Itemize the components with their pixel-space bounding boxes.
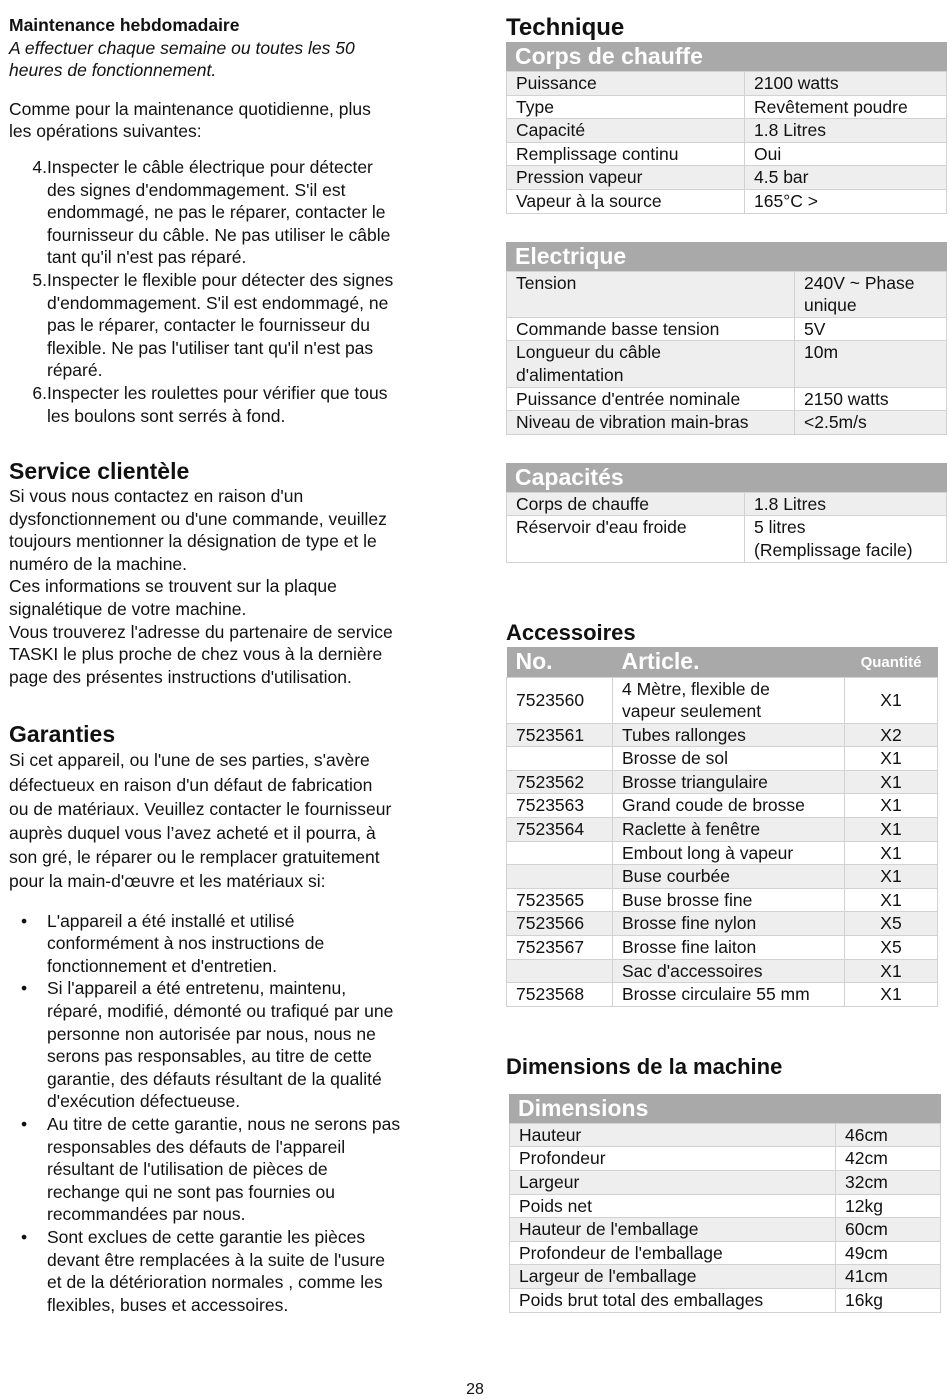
accessory-row xyxy=(507,841,938,865)
spec-value: 46cm xyxy=(836,1123,941,1147)
spec-label: Profondeur de l'emballage xyxy=(510,1241,836,1265)
bullet-text-line: L'appareil a été installé et utilisé xyxy=(47,910,295,931)
heater-spec-table xyxy=(506,71,947,214)
guarantee-bullet-item xyxy=(9,1113,449,1226)
electrical-spec-row xyxy=(507,387,947,411)
customer-service-line: numéro de la machine. xyxy=(9,553,188,574)
bullet-text-line: rechange qui ne sont pas fournies ou xyxy=(47,1181,335,1202)
spec-value xyxy=(795,341,947,387)
spec-value: 60cm xyxy=(836,1218,941,1242)
accessory-quantity: X1 xyxy=(845,841,938,865)
spec-value: Revêtement poudre xyxy=(745,95,947,119)
spec-value xyxy=(795,317,947,341)
accessory-number: 7523566 xyxy=(507,912,613,936)
spec-label-line: Niveau de vibration main-bras xyxy=(516,412,749,433)
accessory-number: 7523562 xyxy=(507,770,613,794)
accessory-number: 7523563 xyxy=(507,794,613,818)
spec-value xyxy=(795,387,947,411)
spec-label: Poids brut total des emballages xyxy=(510,1288,836,1312)
spec-value: Oui xyxy=(745,142,947,166)
accessory-number: 7523565 xyxy=(507,888,613,912)
accessory-article xyxy=(613,747,845,771)
accessories-col-no: No. xyxy=(507,647,613,678)
guarantee-line: pour la main-d'œuvre et les matériaux si: xyxy=(9,871,326,892)
dimensions-spec-row xyxy=(510,1218,941,1242)
accessory-number: 7523568 xyxy=(507,983,613,1007)
dimensions-spec-row xyxy=(510,1194,941,1218)
spec-value: 42cm xyxy=(836,1147,941,1171)
accessory-row xyxy=(507,770,938,794)
step-text xyxy=(47,382,449,427)
electrical-spec-header: Electrique xyxy=(506,242,947,271)
step-text-line: Inspecter le câble électrique pour détecter xyxy=(47,156,373,177)
spec-value-line: <2.5m/s xyxy=(804,412,867,433)
spec-label: Poids net xyxy=(510,1194,836,1218)
accessory-row xyxy=(507,747,938,771)
bullet-text-line: et de la détérioration normales , comme les xyxy=(47,1272,383,1293)
weekly-maintenance-subtitle-line: A effectuer chaque semaine ou toutes les 50 xyxy=(9,37,355,58)
accessory-quantity: X5 xyxy=(845,936,938,960)
customer-service-title: Service clientèle xyxy=(9,458,190,485)
accessory-article xyxy=(613,770,845,794)
accessory-article-line: Brosse fine nylon xyxy=(622,913,757,934)
weekly-intro-line: Comme pour la maintenance quotidienne, plus xyxy=(9,98,371,119)
spec-value: 32cm xyxy=(836,1171,941,1195)
customer-service-line: Vous trouverez l'adresse du partenaire de service xyxy=(9,621,393,642)
weekly-intro-line: les opérations suivantes: xyxy=(9,121,202,142)
bullet-text-line: Au titre de cette garantie, nous ne serons pas xyxy=(47,1114,401,1134)
accessory-row xyxy=(507,936,938,960)
accessory-row xyxy=(507,959,938,983)
spec-label xyxy=(507,492,745,516)
accessory-article xyxy=(613,818,845,842)
left-column xyxy=(9,14,449,1316)
step-text-line: d'endommagement. S'il est endommagé, ne xyxy=(47,292,389,313)
spec-value-line: unique xyxy=(804,295,857,316)
customer-service-line: Ces informations se trouvent sur la plaque xyxy=(9,576,337,597)
accessory-quantity: X1 xyxy=(845,677,938,723)
spec-label: Largeur xyxy=(510,1171,836,1195)
spec-label-line: Corps de chauffe xyxy=(516,493,649,514)
spec-label xyxy=(507,411,795,435)
spec-value: 165°C > xyxy=(745,189,947,213)
accessory-article-line: vapeur seulement xyxy=(622,701,762,722)
spec-value-line: 2150 watts xyxy=(804,388,889,409)
bullet-text xyxy=(47,1226,385,1316)
accessory-article-line: Brosse triangulaire xyxy=(622,771,768,792)
accessory-article xyxy=(613,723,845,747)
electrical-spec-row xyxy=(507,271,947,317)
spec-label: Pression vapeur xyxy=(507,166,745,190)
accessory-quantity: X1 xyxy=(845,770,938,794)
spec-value: 2100 watts xyxy=(745,72,947,96)
accessory-quantity: X1 xyxy=(845,794,938,818)
electrical-spec-row xyxy=(507,411,947,435)
capacities-spec-block xyxy=(506,463,947,563)
spec-label: Vapeur à la source xyxy=(507,189,745,213)
guarantee-line: auprès duquel vous l’avez acheté et il pourra, à xyxy=(9,823,376,844)
heater-spec-row xyxy=(507,166,947,190)
spec-value-line: 10m xyxy=(804,342,839,363)
step-text-line: Inspecter le flexible pour détecter des signes xyxy=(47,269,394,290)
guarantee-bullet-item xyxy=(9,977,449,1113)
accessory-row xyxy=(507,865,938,889)
customer-service-line: dysfonctionnement ou d'une commande, veuillez xyxy=(9,508,387,529)
accessory-number: 7523561 xyxy=(507,723,613,747)
dimensions-spec-row xyxy=(510,1241,941,1265)
weekly-maintenance-title: Maintenance hebdomadaire xyxy=(9,15,240,35)
weekly-maintenance-section xyxy=(9,14,449,427)
accessory-article-line: Brosse circulaire 55 mm xyxy=(622,984,810,1005)
accessory-quantity: X1 xyxy=(845,888,938,912)
step-text-line: endommagé, ne pas le réparer, contacter le xyxy=(47,202,386,223)
accessory-article-line: Buse courbée xyxy=(622,866,730,887)
accessory-number xyxy=(507,865,613,889)
accessory-article xyxy=(613,912,845,936)
dimensions-spec-row xyxy=(510,1147,941,1171)
bullet-text-line: Sont exclues de cette garantie les pièces xyxy=(47,1226,366,1247)
accessory-quantity: X1 xyxy=(845,959,938,983)
accessory-row xyxy=(507,723,938,747)
bullet-text-line: recommandées par nous. xyxy=(47,1204,246,1225)
page-number: 28 xyxy=(466,1381,484,1398)
accessory-quantity: X1 xyxy=(845,983,938,1007)
accessories-title: Accessoires xyxy=(506,619,636,645)
bullet-icon: • xyxy=(21,978,28,999)
bullet-icon: • xyxy=(21,1226,28,1247)
heater-spec-block xyxy=(506,42,947,214)
bullet-text xyxy=(47,977,393,1113)
spec-value xyxy=(745,516,947,562)
accessories-col-article: Article. xyxy=(613,647,845,678)
electrical-spec-block xyxy=(506,242,947,435)
accessory-article-line: Brosse de sol xyxy=(622,748,729,769)
step-text-line: flexible. Ne pas l'utiliser tant qu'il n'est pas xyxy=(47,337,374,358)
accessory-quantity: X1 xyxy=(845,747,938,771)
spec-label xyxy=(507,516,745,562)
step-text xyxy=(47,269,449,382)
accessory-number: 7523564 xyxy=(507,818,613,842)
spec-value xyxy=(795,411,947,435)
heater-spec-row xyxy=(507,95,947,119)
accessory-article xyxy=(613,888,845,912)
bullet-text-line: responsables des défauts de l'appareil xyxy=(47,1136,346,1157)
bullet-text-line: garantie, des défauts résultant de la qualité xyxy=(47,1068,382,1089)
weekly-step-item xyxy=(9,269,449,382)
accessory-article-line: Raclette à fenêtre xyxy=(622,819,761,840)
accessory-number xyxy=(507,841,613,865)
customer-service-line: Si vous nous contactez en raison d'un xyxy=(9,486,304,507)
spec-label: Hauteur de l'emballage xyxy=(510,1218,836,1242)
guarantee-line: défectueux en raison d'un défaut de fabrication xyxy=(9,774,373,795)
accessories-header-row xyxy=(507,647,938,678)
step-text-line: pas le réparer, contacter le fournisseur du xyxy=(47,315,370,336)
accessory-article-line: Buse brosse fine xyxy=(622,889,753,910)
accessory-article xyxy=(613,936,845,960)
accessory-number xyxy=(507,747,613,771)
spec-label xyxy=(507,341,795,387)
bullet-text-line: réparé, modifié, démonté ou trafiqué par une xyxy=(47,1001,394,1022)
customer-service-line: page des présentes instructions d'utilisation. xyxy=(9,666,352,687)
spec-label-line: d'alimentation xyxy=(516,364,624,385)
capacities-spec-row xyxy=(507,492,947,516)
step-text xyxy=(47,156,449,269)
accessory-article-line: Sac d'accessoires xyxy=(622,960,763,981)
accessory-article-line: Grand coude de brosse xyxy=(622,795,805,816)
guarantee-bullet-list xyxy=(9,910,449,1317)
spec-value-line: (Remplissage facile) xyxy=(754,539,913,560)
spec-value-line: 5 litres xyxy=(754,517,806,538)
step-text-line: fournisseur du câble. Ne pas utiliser le câble xyxy=(47,224,391,245)
capacities-spec-table xyxy=(506,492,947,563)
accessory-row xyxy=(507,912,938,936)
spec-value: 16kg xyxy=(836,1288,941,1312)
accessory-article xyxy=(613,983,845,1007)
accessories-col-quantity: Quantité xyxy=(845,647,938,678)
electrical-spec-row xyxy=(507,317,947,341)
accessory-quantity: X1 xyxy=(845,818,938,842)
capacities-spec-row xyxy=(507,516,947,562)
accessory-quantity: X5 xyxy=(845,912,938,936)
spec-value: 12kg xyxy=(836,1194,941,1218)
guarantee-bullet-item xyxy=(9,1226,449,1316)
step-number: 6. xyxy=(32,382,47,403)
electrical-spec-table xyxy=(506,271,947,435)
dimensions-spec-row xyxy=(510,1288,941,1312)
bullet-text-line: d'exécution défectueuse. xyxy=(47,1091,241,1112)
customer-service-line: signalétique de votre machine. xyxy=(9,599,247,620)
spec-label xyxy=(507,271,795,317)
bullet-text-line: conformément à nos instructions de xyxy=(47,933,325,954)
bullet-text-line: Si l'appareil a été entretenu, maintenu, xyxy=(47,978,347,999)
accessory-article xyxy=(613,959,845,983)
capacities-spec-header: Capacités xyxy=(506,463,947,492)
dimensions-spec-table xyxy=(509,1123,941,1313)
accessory-quantity: X1 xyxy=(845,865,938,889)
bullet-text-line: fonctionnement et d'entretien. xyxy=(47,955,278,976)
guarantee-title: Garanties xyxy=(9,721,116,748)
bullet-text-line: flexibles, buses et accessoires. xyxy=(47,1294,289,1315)
accessory-number: 7523567 xyxy=(507,936,613,960)
heater-spec-row xyxy=(507,72,947,96)
step-text-line: tant qu'il n'est pas réparé. xyxy=(47,247,247,268)
accessory-row xyxy=(507,818,938,842)
accessory-number: 7523560 xyxy=(507,677,613,723)
heater-spec-row xyxy=(507,119,947,143)
weekly-steps-list xyxy=(9,156,449,427)
spec-value: 49cm xyxy=(836,1241,941,1265)
spec-label-line: Tension xyxy=(516,272,577,293)
accessories-table xyxy=(506,647,938,1007)
spec-label xyxy=(507,387,795,411)
customer-service-line: TASKI le plus proche de chez vous à la dernière xyxy=(9,644,383,665)
bullet-icon: • xyxy=(21,1114,28,1134)
spec-label: Largeur de l'emballage xyxy=(510,1265,836,1289)
spec-label-line: Longueur du câble xyxy=(516,342,661,363)
spec-label: Profondeur xyxy=(510,1147,836,1171)
spec-value: 1.8 Litres xyxy=(745,119,947,143)
dimensions-spec-row xyxy=(510,1265,941,1289)
step-text-line: les boulons sont serrés à fond. xyxy=(47,405,286,426)
bullet-icon: • xyxy=(21,910,28,931)
spec-label-line: Puissance d'entrée nominale xyxy=(516,388,741,409)
spec-label: Puissance xyxy=(507,72,745,96)
spec-value xyxy=(795,271,947,317)
weekly-step-item xyxy=(9,382,449,427)
guarantee-line: son gré, le réparer ou le remplacer gratuitement xyxy=(9,847,380,868)
accessory-article xyxy=(613,794,845,818)
accessory-article-line: 4 Mètre, flexible de xyxy=(622,678,770,699)
accessory-article xyxy=(613,677,845,723)
accessory-row xyxy=(507,888,938,912)
spec-value-line: 1.8 Litres xyxy=(754,493,826,514)
heater-spec-header: Corps de chauffe xyxy=(506,42,947,71)
spec-label: Capacité xyxy=(507,119,745,143)
bullet-text xyxy=(47,910,324,978)
spec-value xyxy=(745,492,947,516)
accessory-article-line: Brosse fine laiton xyxy=(622,937,757,958)
spec-label-line: Réservoir d'eau froide xyxy=(516,517,687,538)
dimensions-spec-header: Dimensions xyxy=(509,1094,941,1123)
spec-value: 4.5 bar xyxy=(745,166,947,190)
guarantee-line: Si cet appareil, ou l'une de ses parties, s'avère xyxy=(9,750,370,771)
technique-title: Technique xyxy=(506,14,625,41)
step-text-line: Inspecter les roulettes pour vérifier que tous xyxy=(47,382,388,403)
heater-spec-row xyxy=(507,189,947,213)
spec-label-line: Commande basse tension xyxy=(516,318,720,339)
accessory-article-line: Tubes rallonges xyxy=(622,724,746,745)
spec-label: Hauteur xyxy=(510,1123,836,1147)
step-text-line: des signes d'endommagement. S'il est xyxy=(47,179,346,200)
accessory-row xyxy=(507,983,938,1007)
step-number: 4. xyxy=(32,156,47,177)
guarantee-line: ou de matériaux. Veuillez contacter le fournisseur xyxy=(9,798,392,819)
step-text-line: réparé. xyxy=(47,360,103,381)
accessory-article-line: Embout long à vapeur xyxy=(622,842,794,863)
step-number: 5. xyxy=(32,269,47,290)
dimensions-spec-row xyxy=(510,1123,941,1147)
weekly-step-item xyxy=(9,156,449,269)
bullet-text-line: résultant de l'utilisation de pièces de xyxy=(47,1159,328,1180)
accessory-quantity: X2 xyxy=(845,723,938,747)
guarantee-section xyxy=(9,720,449,1316)
accessory-article xyxy=(613,841,845,865)
customer-service-section xyxy=(9,457,449,688)
spec-value: 41cm xyxy=(836,1265,941,1289)
accessory-row xyxy=(507,677,938,723)
weekly-maintenance-subtitle-line: heures de fonctionnement. xyxy=(9,60,217,81)
bullet-text-line: personne non autorisée par nous, nous ne xyxy=(47,1023,376,1044)
bullet-text-line: serons pas responsables, au titre de cette xyxy=(47,1046,372,1067)
guarantee-bullet-item xyxy=(9,910,449,978)
bullet-text-line: devant être remplacées à la suite de l'usure xyxy=(47,1249,385,1270)
spec-value-line: 240V ~ Phase xyxy=(804,272,915,293)
accessory-number xyxy=(507,959,613,983)
accessory-article xyxy=(613,865,845,889)
right-column xyxy=(506,14,946,1313)
accessory-row xyxy=(507,794,938,818)
spec-value-line: 5V xyxy=(804,318,826,339)
dimensions-spec-row xyxy=(510,1171,941,1195)
spec-label: Type xyxy=(507,95,745,119)
heater-spec-row xyxy=(507,142,947,166)
electrical-spec-row xyxy=(507,341,947,387)
machine-dimensions-title: Dimensions de la machine xyxy=(506,1053,783,1079)
spec-label xyxy=(507,317,795,341)
dimensions-spec-block xyxy=(509,1094,941,1313)
bullet-text xyxy=(47,1113,400,1226)
spec-label: Remplissage continu xyxy=(507,142,745,166)
customer-service-line: toujours mentionner la désignation de type et le xyxy=(9,531,377,552)
